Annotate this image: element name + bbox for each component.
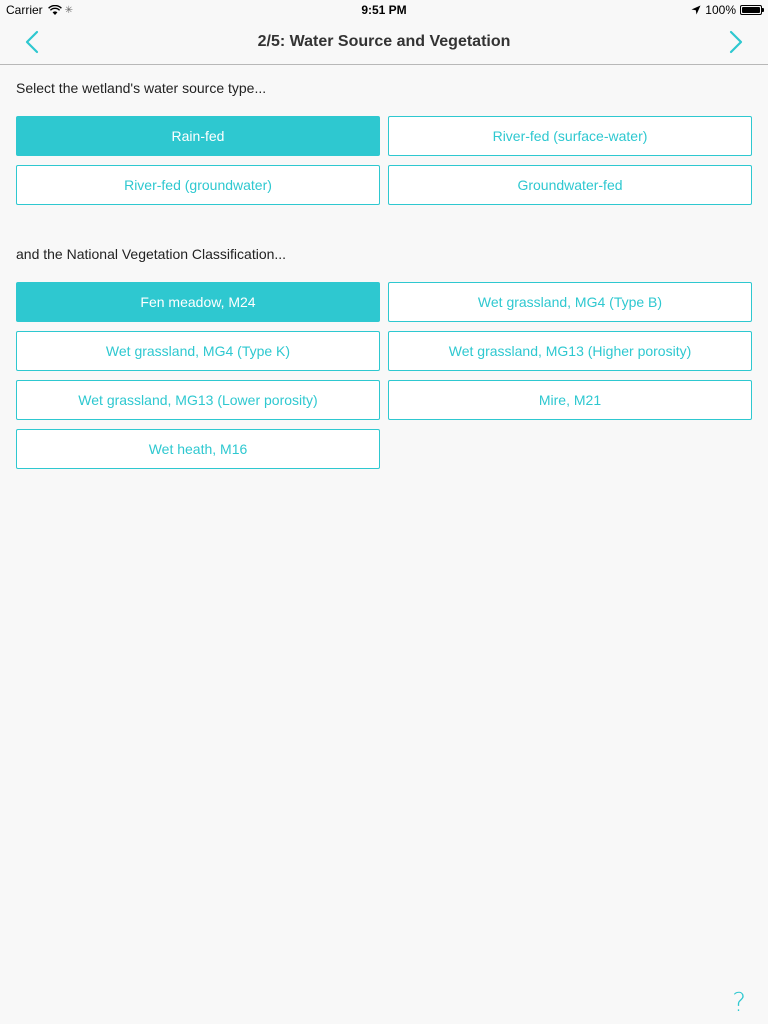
status-bar bbox=[0, 0, 768, 20]
navigation-bar bbox=[0, 20, 768, 65]
option-label: River-fed (groundwater) bbox=[124, 177, 272, 193]
option-label: Wet heath, M16 bbox=[148, 441, 248, 457]
veg-option-mg4-type-b[interactable] bbox=[388, 282, 752, 322]
option-label: Fen meadow, M24 bbox=[140, 294, 256, 310]
veg-option-wet-heath-m16[interactable] bbox=[16, 429, 380, 469]
water-option-river-fed-groundwater[interactable] bbox=[16, 165, 380, 205]
veg-option-mg13-lower[interactable] bbox=[16, 380, 380, 420]
water-option-river-fed-surface[interactable] bbox=[388, 116, 752, 156]
water-option-groundwater-fed[interactable] bbox=[388, 165, 752, 205]
forward-button[interactable] bbox=[720, 29, 748, 55]
question-mark-icon: ? bbox=[732, 988, 746, 1018]
veg-option-fen-meadow-m24[interactable] bbox=[16, 282, 380, 322]
option-label: Groundwater-fed bbox=[517, 177, 623, 193]
option-label: River-fed (surface-water) bbox=[492, 128, 648, 144]
battery-percent: 100% bbox=[705, 3, 736, 17]
status-right bbox=[691, 3, 762, 17]
help-button[interactable] bbox=[732, 988, 746, 1018]
option-label: Wet grassland, MG13 (Higher porosity) bbox=[448, 343, 692, 359]
water-source-prompt: Select the wetland's water source type... bbox=[16, 80, 267, 96]
water-option-rain-fed[interactable] bbox=[16, 116, 380, 156]
activity-spinner-icon: ✳ bbox=[64, 4, 74, 16]
chevron-right-icon bbox=[720, 29, 748, 55]
veg-option-mg4-type-k[interactable] bbox=[16, 331, 380, 371]
veg-option-mg13-higher[interactable] bbox=[388, 331, 752, 371]
veg-option-mire-m21[interactable] bbox=[388, 380, 752, 420]
option-label: Wet grassland, MG4 (Type K) bbox=[105, 343, 291, 359]
option-label: Wet grassland, MG13 (Lower porosity) bbox=[78, 392, 318, 408]
battery-icon bbox=[740, 5, 762, 15]
option-label: Mire, M21 bbox=[538, 392, 602, 408]
vegetation-prompt: and the National Vegetation Classification... bbox=[16, 246, 287, 262]
option-label: Rain-fed bbox=[171, 128, 225, 144]
option-label: Wet grassland, MG4 (Type B) bbox=[477, 294, 663, 310]
status-time: 9:51 PM bbox=[361, 3, 407, 17]
location-arrow-icon bbox=[691, 5, 701, 15]
page-title: 2/5: Water Source and Vegetation bbox=[257, 33, 511, 50]
carrier-label: Carrier bbox=[6, 3, 43, 17]
